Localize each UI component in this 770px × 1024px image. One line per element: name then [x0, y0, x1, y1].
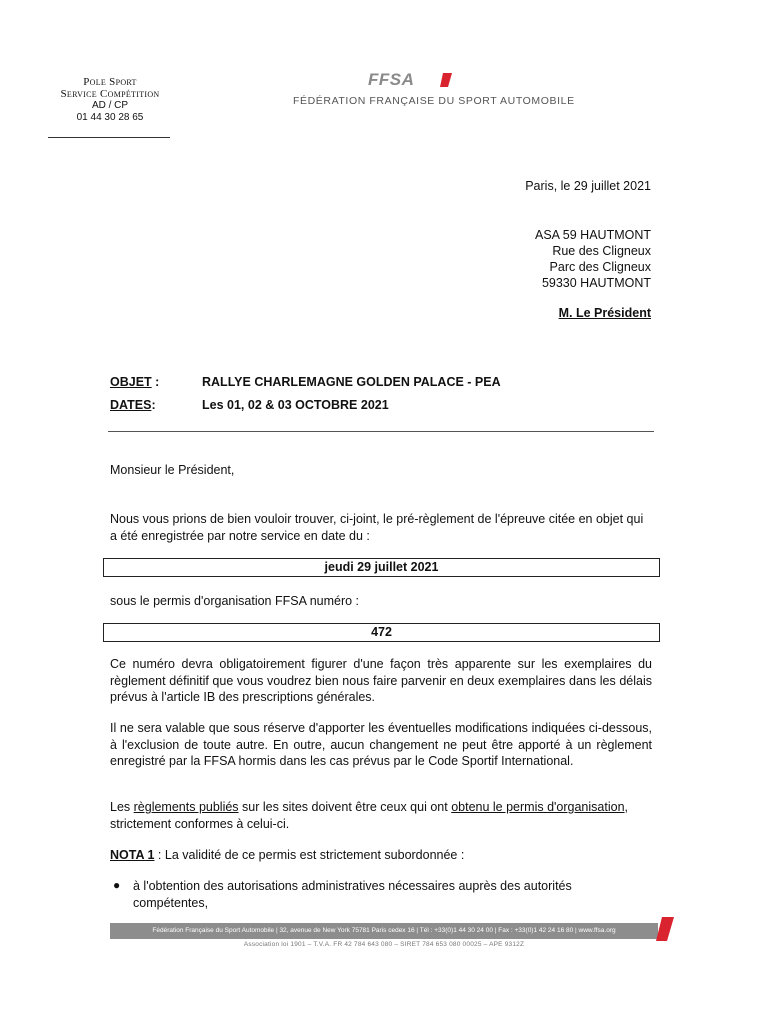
- logo-accent-icon: [440, 73, 452, 87]
- bullet-item: à l'obtention des autorisations administratives nécessaires auprès des autorités compétentes,: [133, 879, 572, 910]
- footer-contact-bar: Fédération Française du Sport Automobile | 32, avenue de New York 75781 Paris cedex 16 | Tél : +33(0)1 44 30 24 00 | Fax : +33(0)1 42 24 16 80 | www.ffsa.org: [110, 923, 658, 939]
- registration-date-box: jeudi 29 juillet 2021: [103, 558, 660, 577]
- objet-value: RALLYE CHARLEMAGNE GOLDEN PALACE - PEA: [202, 375, 501, 389]
- paragraph-validity: Il ne sera valable que sous réserve d'apporter les éventuelles modifications indiquées ci-dessous, à l'exclusion de toute autre. En outre, aucun changement ne peut être apporté à un règlement enregistré par la FFSA hormis dans les cas prévus par le Code Sportif International.: [110, 721, 652, 768]
- recipient-title: M. Le Président: [558, 306, 651, 320]
- footer-accent-icon: [656, 917, 674, 941]
- sender-service: Service Compétition: [60, 88, 160, 100]
- letter-date: Paris, le 29 juillet 2021: [525, 179, 651, 193]
- permit-number-box: 472: [103, 623, 660, 642]
- sender-divider: [48, 137, 170, 138]
- paragraph-published-rules: Les règlements publiés sur les sites doivent être ceux qui ont obtenu le permis d'organisation, strictement conformes à celui-ci.: [110, 800, 628, 831]
- organisation-name: FÉDÉRATION FRANÇAISE DU SPORT AUTOMOBILE: [293, 95, 575, 107]
- dates-value: Les 01, 02 & 03 OCTOBRE 2021: [202, 398, 389, 412]
- intro-paragraph: Nous vous prions de bien vouloir trouver, ci-joint, le pré-règlement de l'épreuve citée en objet qui a été enregistrée par notre service en date du :: [110, 512, 644, 543]
- address-line: 59330 HAUTMONT: [541, 276, 651, 290]
- sender-reference: AD / CP: [91, 100, 129, 111]
- address-line: Parc des Cligneux: [549, 260, 651, 274]
- sender-department: Pole Sport: [83, 76, 137, 88]
- ffsa-logo: [368, 72, 458, 90]
- recipient-address: [535, 227, 651, 291]
- nota-paragraph: NOTA 1 : La validité de ce permis est strictement subordonnée :: [110, 848, 465, 862]
- published-rules-link: règlements publiés: [133, 800, 239, 814]
- permit-intro: sous le permis d'organisation FFSA numéro :: [110, 594, 360, 608]
- bullet-icon: ●: [113, 878, 121, 892]
- paragraph-number-display: Ce numéro devra obligatoirement figurer d'une façon très apparente sur les exemplaires du règlement définitif que vous voudrez bien nous faire parvenir en deux exemplaires dans les délais prévus à l'article IB des prescriptions générales.: [110, 657, 652, 704]
- address-line: Rue des Cligneux: [552, 244, 651, 258]
- greeting: Monsieur le Président,: [110, 463, 235, 477]
- subject-divider: [108, 431, 654, 432]
- sender-phone: 01 44 30 28 65: [76, 112, 144, 123]
- sender-block: [48, 76, 172, 124]
- nota-label: NOTA 1: [110, 848, 155, 862]
- permit-obtained-link: obtenu le permis d'organisation: [451, 800, 625, 814]
- address-line: ASA 59 HAUTMONT: [535, 228, 651, 242]
- footer-legal: Association loi 1901 – T.V.A. FR 42 784 643 080 – SIRET 784 653 080 00025 – APE 9312Z: [243, 941, 525, 948]
- dates-label: DATES:: [110, 398, 156, 412]
- logo-wordmark: FFSA: [368, 70, 415, 89]
- objet-label: OBJET :: [110, 375, 160, 389]
